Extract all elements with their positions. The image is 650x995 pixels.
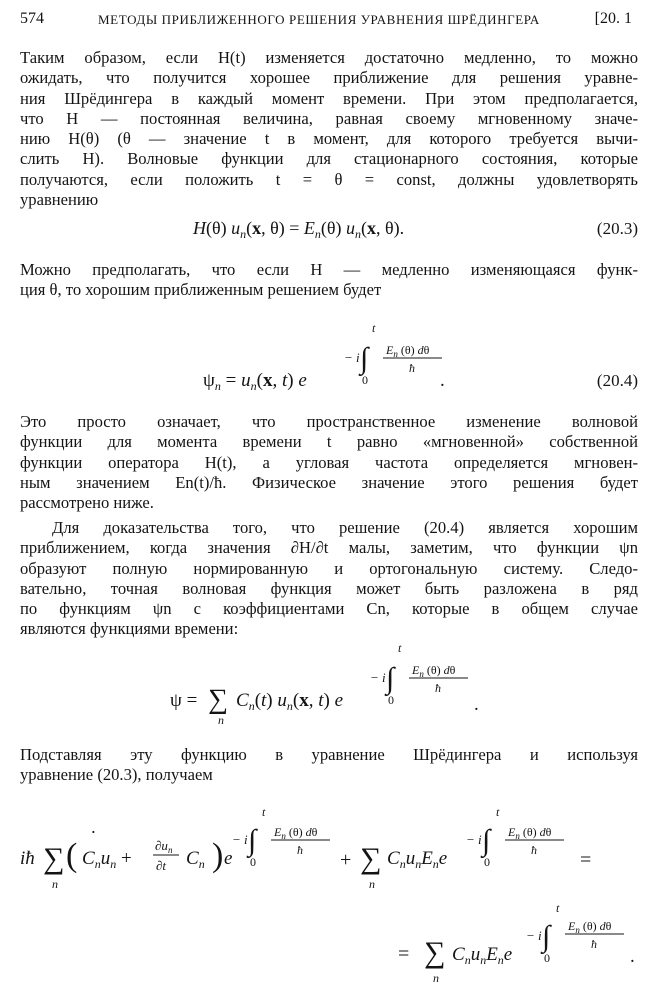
text-line: приближением, когда значения ∂H/∂t малы, заметим, что функции ψn [20, 538, 638, 558]
exp-e: e [224, 848, 233, 869]
running-header [20, 8, 632, 30]
term-cue: $C_nu_nE_ne$ [387, 848, 448, 871]
paragraph-3 [20, 412, 638, 513]
equals-sign: = [580, 849, 592, 871]
text-line: уравнению [20, 190, 99, 210]
sum-sign: ∑ [424, 936, 446, 969]
text-line: ния Шрёдингера в каждый момент времени. При этом предполагается, [20, 88, 638, 108]
sum-index: n [218, 713, 224, 727]
text-line: являются функциями времени: [20, 619, 239, 639]
equation-body: $C_n(t)$ $u_n(x$, t) e [236, 690, 343, 713]
equation-number: (20.3) [596, 219, 638, 238]
text-line: функции для момента времени t равно «мгновенной» собственной [20, 432, 638, 452]
sum-sign: ∑ [43, 842, 65, 875]
text-line: Подставляя эту функцию в уравнение Шрёдингера и используя [20, 745, 638, 764]
exponent-numerator: $E_n$ (θ) dθ [568, 919, 612, 935]
paragraph-2 [20, 260, 638, 301]
equation-20-4 [0, 312, 650, 400]
integral-lower-limit: 0 [250, 855, 256, 869]
running-title: МЕТОДЫ ПРИБЛИЖЕННОГО РЕШЕНИЯ УРАВНЕНИЯ ШРЁДИНГЕРА [98, 12, 540, 27]
text-line: уравнение (20.3), получаем [20, 765, 213, 785]
integral-sign: ∫ [248, 824, 257, 857]
section-number: [20. 1 [594, 10, 632, 27]
exponent-denominator: ħ [591, 937, 597, 951]
paragraph-1 [20, 48, 638, 210]
integral-lower-limit: 0 [484, 855, 490, 869]
exponent-denominator: ħ [409, 361, 415, 375]
exponent-minus-i: − i [526, 928, 542, 943]
text-line: Это просто означает, что пространственное изменение волновой [20, 412, 638, 431]
exponent-numerator: $E_n$ (θ) dθ [412, 663, 456, 679]
exponent-numerator: $E_n$ (θ) dθ [274, 825, 318, 841]
sum-sign: ∑ [208, 684, 228, 715]
integral-sign: ∫ [482, 824, 491, 857]
equation-schrodinger-substitution [0, 800, 650, 900]
integral-lower-limit: 0 [388, 693, 394, 707]
exponent-denominator: ħ [297, 843, 303, 857]
text-line: по функциям ψn с коэффициентами Cn, которые в общем случае [20, 599, 638, 619]
text-line: ным значением En(t)/ħ. Физическое значение этого решения будет [20, 472, 638, 492]
equation-psi-expansion [0, 640, 650, 730]
exponent-minus-i: − i [344, 350, 360, 365]
exponent-denominator: ħ [435, 681, 441, 695]
text-line: ция θ, то хорошим приближенным решением будет [20, 280, 382, 300]
sum-sign: ∑ [360, 842, 382, 875]
text-line: рассмотрено ниже. [20, 493, 154, 513]
exponent-minus-i: − i [466, 832, 482, 847]
text-line: слить H). Волновые функции для стационарного состояния, которые [20, 149, 638, 169]
text-line: образуют полную нормированную и ортогональную систему. Следо- [20, 558, 638, 578]
equation-number: (20.4) [596, 371, 638, 390]
paragraph-4 [20, 518, 638, 640]
integral-upper-limit: t [496, 805, 500, 819]
text-line: что H — постоянная величина, равная своему мгновенному значе- [20, 108, 638, 128]
paragraph-5 [20, 745, 638, 786]
equation-body: $\psi_n = u_n(x$, t) e [203, 370, 307, 393]
i-hbar: iħ [20, 848, 35, 869]
sum-index: n [369, 877, 375, 891]
text-line: Можно предполагать, что если H — медленно изменяющаяся функ- [20, 260, 638, 279]
integral-upper-limit: t [398, 641, 402, 655]
exponent-minus-i: − i [370, 670, 386, 685]
plus-sign: + [340, 849, 352, 871]
exponent-denominator: ħ [531, 843, 537, 857]
integral-upper-limit: t [556, 901, 560, 915]
integral-sign: ∫ [542, 920, 551, 953]
text-line: ожидать, что получится хорошее приближение для решения уравне- [20, 68, 638, 88]
dot-accent: ˙ [90, 827, 97, 849]
right-paren: ) [212, 837, 224, 874]
integral-upper-limit: t [262, 805, 266, 819]
exponent-numerator: $E_n$ (θ) dθ [386, 343, 430, 359]
text-line: получаются, если положить t = θ = const, должны удовлетворять [20, 169, 638, 189]
integral-sign: ∫ [360, 342, 369, 375]
text-line: нию H(θ) (θ — значение t в момент, для которого требуется вычи- [20, 129, 638, 149]
term-cue: $C_nu_nE_ne$ [452, 944, 513, 967]
integral-lower-limit: 0 [544, 951, 550, 965]
left-paren: ( [66, 837, 78, 874]
text-line: вательно, точная волновая функция может быть разложена в ряд [20, 578, 638, 598]
period: . [630, 946, 635, 967]
exponent-minus-i: − i [232, 832, 248, 847]
equation-body: H(θ) $u_n(x$, $\theta) = E_n(\theta)$ $u_n(x$, θ). [193, 218, 405, 241]
text-line: функции оператора H(t), а угловая частота определяется мгновен- [20, 452, 638, 472]
period: . [440, 370, 445, 391]
page-number: 574 [20, 10, 44, 27]
period: . [474, 694, 479, 715]
psi-symbol: ψ = [170, 690, 198, 711]
equals-sign: = [398, 943, 410, 965]
sum-index: n [433, 971, 439, 985]
term-c: $C_n$ [186, 848, 205, 871]
equation-schrodinger-substitution-continued [0, 900, 650, 990]
text-line: Таким образом, если H(t) изменяется достаточно медленно, то можно [20, 48, 638, 67]
partial-denominator: ∂t [156, 858, 167, 873]
integral-sign: ∫ [386, 662, 395, 695]
integral-lower-limit: 0 [362, 373, 368, 387]
equation-20-3 [0, 210, 650, 246]
term-cdot-u: $C_nu_n$ + [82, 848, 132, 871]
partial-numerator: $\partial u_n$ [155, 838, 173, 855]
exponent-numerator: $E_n$ (θ) dθ [508, 825, 552, 841]
integral-upper-limit: t [372, 321, 376, 335]
text-line: Для доказательства того, что решение (20.4) является хорошим [52, 518, 638, 537]
sum-index: n [52, 877, 58, 891]
